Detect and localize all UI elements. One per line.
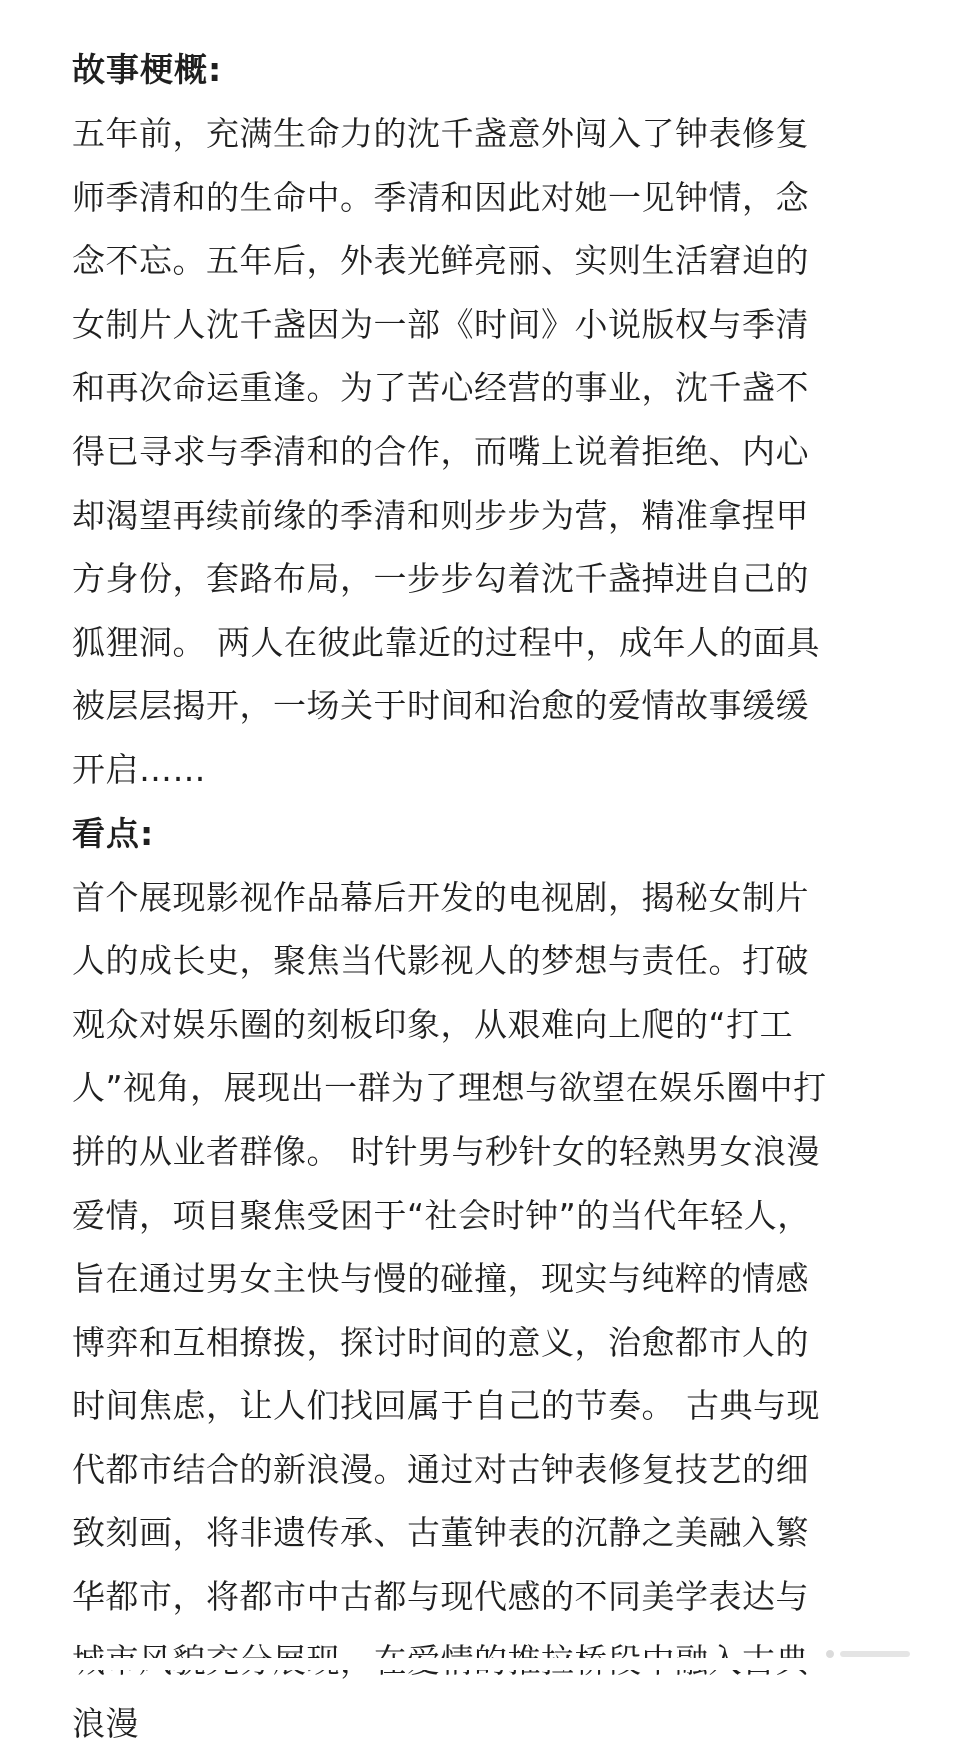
text-line: 拼的从业者群像。 时针男与秒针女的轻熟男女浪漫 bbox=[72, 1131, 820, 1171]
text-line: 致刻画，将非遗传承、古董钟表的沉静之美融入繁 bbox=[72, 1513, 809, 1553]
watermark-mark bbox=[826, 1642, 954, 1666]
highlights-section bbox=[72, 802, 932, 1756]
text-line: 观众对娱乐圈的刻板印象，从艰难向上爬的“打工 bbox=[72, 1004, 794, 1044]
text-line: 旨在通过男女主快与慢的碰撞，现实与纯粹的情感 bbox=[72, 1259, 809, 1299]
text-line: 被层层揭开，一场关于时间和治愈的爱情故事缓缓 bbox=[72, 686, 809, 726]
text-line: 得已寻求与季清和的合作，而嘴上说着拒绝、内心 bbox=[72, 431, 809, 471]
text-line: 女制片人沈千盏因为一部《时间》小说版权与季清 bbox=[72, 304, 809, 344]
text-line: 五年前，充满生命力的沈千盏意外闯入了钟表修复 bbox=[72, 114, 809, 153]
text-line: 和再次命运重逢。为了苦心经营的事业，沈千盏不 bbox=[72, 368, 809, 408]
text-line: 开启…… bbox=[72, 749, 206, 789]
text-line: 华都市，将都市中古都与现代感的不同美学表达与 bbox=[72, 1577, 809, 1617]
text-line: 浪漫 bbox=[72, 1704, 139, 1744]
section-heading-synopsis: 故事梗概: bbox=[72, 50, 223, 89]
text-line: 方身份，套路布局，一步步勾着沈千盏掉进自己的 bbox=[72, 559, 809, 599]
text-line: 念不忘。五年后，外表光鲜亮丽、实则生活窘迫的 bbox=[72, 241, 809, 281]
text-line: 师季清和的生命中。季清和因此对她一见钟情，念 bbox=[72, 177, 809, 217]
watermark-dot-icon bbox=[826, 1650, 834, 1658]
text-line: 狐狸洞。 两人在彼此靠近的过程中，成年人的面具 bbox=[72, 622, 820, 662]
synopsis-section bbox=[72, 38, 932, 802]
section-heading-highlights: 看点: bbox=[72, 813, 155, 853]
watermark-bar bbox=[840, 1651, 910, 1657]
text-line: 人的成长史，聚焦当代影视人的梦想与责任。打破 bbox=[72, 941, 809, 981]
text-line: 却渴望再续前缘的季清和则步步为营，精准拿捏甲 bbox=[72, 495, 809, 535]
text-line: 首个展现影视作品幕后开发的电视剧，揭秘女制片 bbox=[72, 877, 809, 917]
text-line: 人”视角，展现出一群为了理想与欲望在娱乐圈中打 bbox=[72, 1068, 827, 1108]
text-line: 代都市结合的新浪漫。通过对古钟表修复技艺的细 bbox=[72, 1449, 809, 1489]
document-body bbox=[72, 38, 932, 1756]
text-line: 博弈和互相撩拨，探讨时间的意义，治愈都市人的 bbox=[72, 1322, 809, 1362]
bottom-edge bbox=[0, 1658, 960, 1670]
text-line: 爱情，项目聚焦受困于“社会时钟”的当代年轻人， bbox=[72, 1195, 811, 1235]
text-line: 时间焦虑，让人们找回属于自己的节奏。 古典与现 bbox=[72, 1386, 820, 1426]
